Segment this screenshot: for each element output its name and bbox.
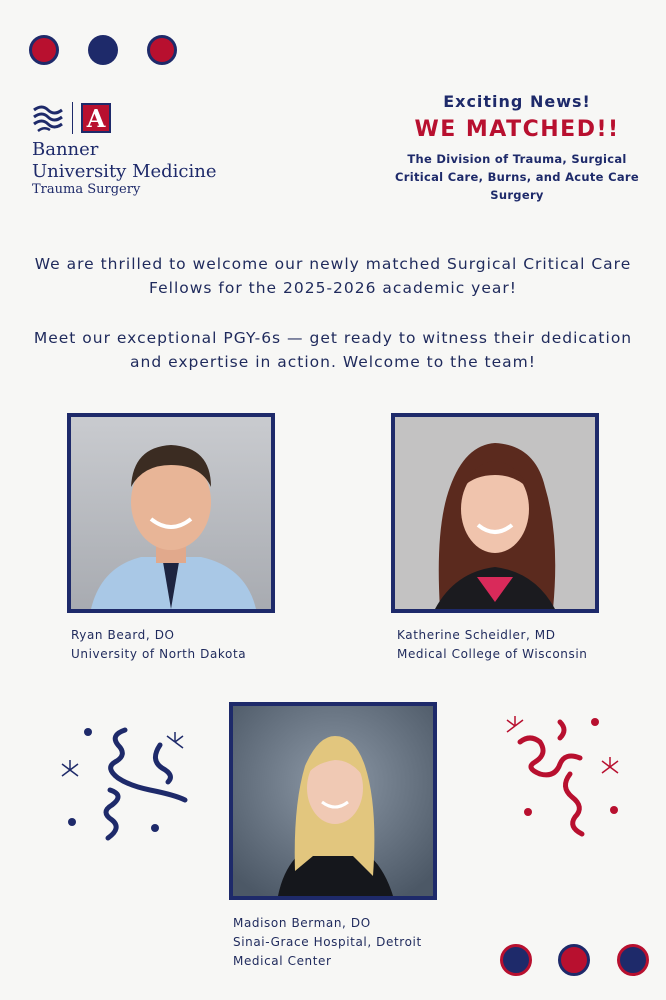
fellow-name: Ryan Beard, DO [71,628,175,642]
banner-wave-icon [32,102,64,134]
logo-divider [72,102,73,134]
fellow-name: Madison Berman, DO [233,916,371,930]
intro-paragraph-1: We are thrilled to welcome our newly matched Surgical Critical Care Fellows for the 2025-2026 academic year! [34,255,632,297]
brand-line2: University Medicine [32,161,217,182]
matched-heading: WE MATCHED!! [414,117,620,142]
decor-dot-navy [500,944,532,976]
confetti-right-icon [490,712,640,852]
fellow-caption-3 [233,914,453,971]
fellow-photo-madison-berman [229,702,437,900]
division-name: The Division of Trauma, Surgical Critical Care, Burns, and Acute Care Surgery [395,152,639,202]
brand-line3: Trauma Surgery [32,182,141,197]
fellow-school: Sinai-Grace Hospital, Detroit Medical Center [233,935,422,968]
fellow-caption-2 [397,626,587,664]
banner-logo [32,98,242,198]
exciting-heading: Exciting News! [443,92,591,111]
university-a-logo: A [81,103,111,133]
decor-dot-navy [617,944,649,976]
fellow-school: University of North Dakota [71,647,247,661]
fellow-name: Katherine Scheidler, MD [397,628,556,642]
fellow-caption-1 [71,626,246,664]
intro-paragraph-2: Meet our exceptional PGY-6s — get ready to witness their dedication and expertise in action. Welcome to the team! [33,329,633,371]
brand-line1: Banner [32,139,99,160]
decor-dot-red [558,944,590,976]
decor-dot-navy [88,35,118,65]
confetti-left-icon [50,720,200,860]
decor-dot-red [29,35,59,65]
fellow-photo-ryan-beard [67,413,275,613]
decor-dot-red [147,35,177,65]
fellow-school: Medical College of Wisconsin [397,647,588,661]
announcement [392,90,642,204]
fellow-photo-katherine-scheidler [391,413,599,613]
